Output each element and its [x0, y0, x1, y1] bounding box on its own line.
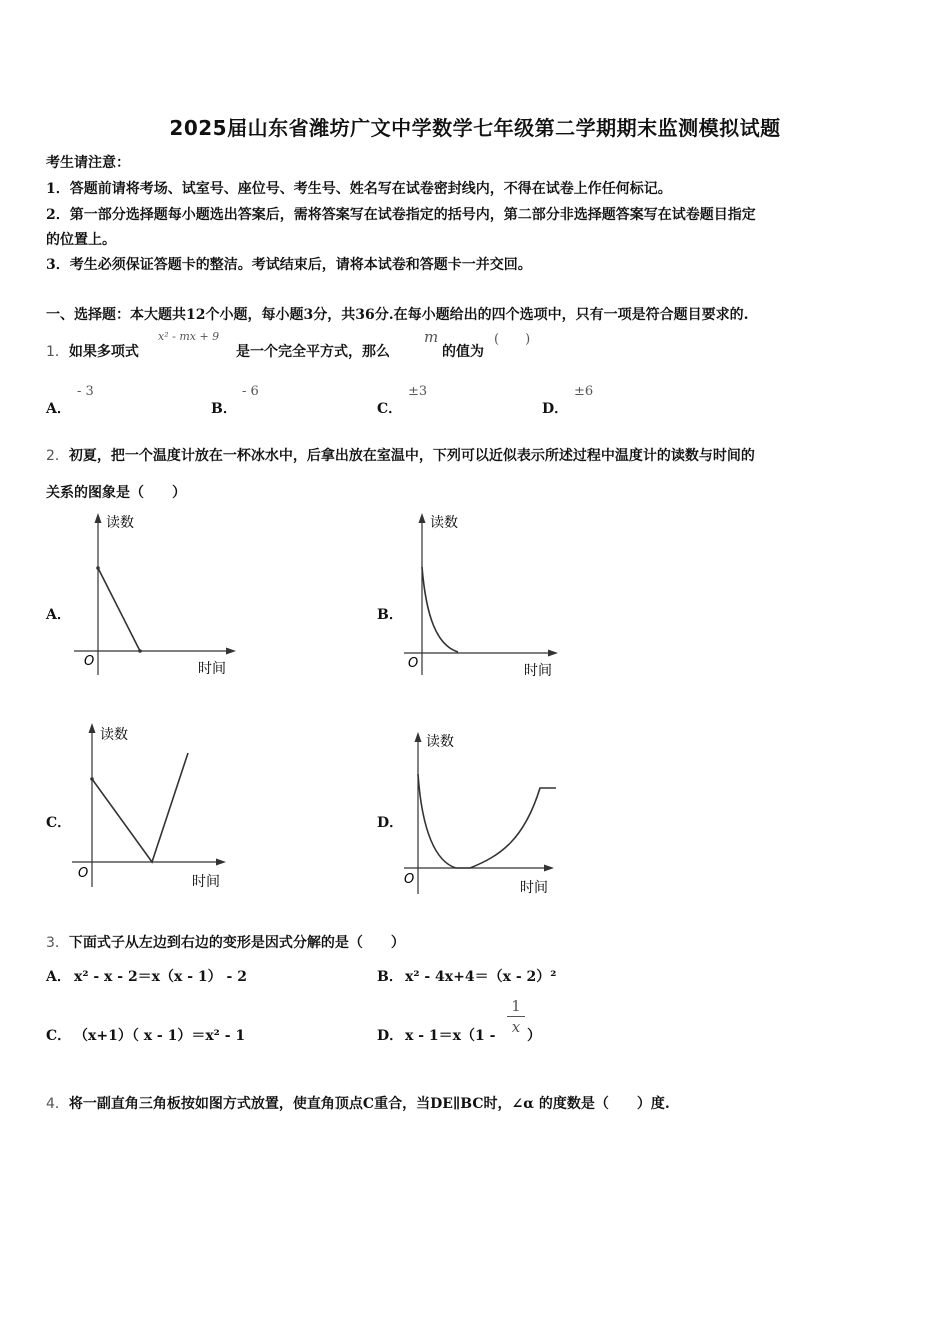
question-text: 的值为: [442, 344, 484, 360]
question-text: 是一个完全平方式，那么: [236, 344, 390, 360]
answer-paren: ( ): [494, 332, 531, 347]
y-axis-label: 读数: [100, 727, 128, 743]
option-value: - 3: [77, 384, 94, 399]
option-value: ±3: [408, 384, 428, 399]
x-axis-label: 时间: [192, 874, 220, 890]
x-axis-arrow-icon: [226, 648, 236, 655]
option-label: D．: [377, 1028, 404, 1044]
fraction-bar: [507, 1016, 525, 1017]
option-label: A．: [46, 401, 71, 417]
graph-curve: [92, 753, 188, 862]
question-4: [46, 1093, 670, 1113]
question-2: [46, 445, 755, 465]
option-label: D．: [377, 815, 404, 831]
option-label: B．: [377, 969, 403, 985]
graph-option-d: [400, 722, 580, 902]
graph-option-a: [70, 505, 250, 685]
section-heading: 一、选择题：本大题共12个小题，每小题3分，共36分.在每小题给出的四个选项中，只有一项是符合题目要求的.: [46, 307, 749, 323]
y-axis-label: 读数: [426, 734, 454, 750]
origin-label: O: [404, 872, 415, 887]
option-label: A．: [46, 607, 71, 623]
option-label: C．: [377, 401, 403, 417]
y-axis-arrow-icon: [95, 513, 102, 523]
notice-item: 的位置上。: [46, 232, 116, 248]
y-axis-arrow-icon: [415, 732, 422, 742]
option-label: D．: [542, 401, 569, 417]
question-text: 下面式子从左边到右边的变形是因式分解的是（ ）: [68, 935, 405, 951]
x-axis-label: 时间: [198, 661, 226, 677]
graph-option-b: [400, 505, 580, 685]
notice-item: 2．第一部分选择题每小题选出答案后，需将答案写在试卷指定的括号内，第二部分非选择题答案写在试卷题目指定: [46, 207, 756, 223]
page-title: 2025届山东省潍坊广文中学数学七年级第二学期期末监测模拟试题: [169, 116, 781, 140]
fraction-denominator: x: [511, 1018, 521, 1036]
graph-point: [138, 649, 142, 653]
fraction: [505, 997, 527, 1036]
question-text: 关系的图象是（ ）: [46, 485, 186, 501]
notice-item: 1．答题前请将考场、试室号、座位号、考生号、姓名写在试卷密封线内，不得在试卷上作任何标记。: [46, 181, 672, 197]
x-axis-arrow-icon: [548, 650, 558, 657]
x-axis-arrow-icon: [544, 865, 554, 872]
option-value: ±6: [574, 384, 594, 399]
y-axis-arrow-icon: [89, 723, 96, 733]
graph-curve: [422, 567, 458, 652]
fraction-numerator: 1: [511, 997, 521, 1015]
option-label: B．: [377, 607, 403, 623]
graph-curve: [418, 774, 556, 868]
y-axis-arrow-icon: [419, 513, 426, 523]
option-value: x² - 4x+4＝（x - 2）²: [405, 969, 557, 985]
graph-point: [90, 777, 94, 781]
option-label: A．: [46, 969, 71, 985]
option-value: - 6: [242, 384, 259, 399]
option-value: ）: [527, 1028, 541, 1044]
option-label: C．: [46, 1028, 72, 1044]
origin-label: O: [84, 654, 95, 669]
y-axis-label: 读数: [106, 515, 134, 531]
question-number: 1．: [46, 344, 69, 360]
y-axis-label: 读数: [430, 515, 458, 531]
question-text: 如果多项式: [68, 344, 139, 360]
option-value: （x+1）（ x - 1）＝x² - 1: [74, 1028, 246, 1044]
graph-option-c: [68, 715, 248, 895]
question-number: 2．: [46, 448, 69, 464]
option-label: C．: [46, 815, 72, 831]
notice-heading: 考生请注意：: [46, 155, 130, 171]
option-value: x - 1＝x（1 -: [405, 1028, 496, 1044]
question-text: 将一副直角三角板按如图方式放置，使直角顶点C重合，当DE∥BC时，∠α 的度数是（ ）度.: [68, 1096, 670, 1112]
x-axis-label: 时间: [520, 880, 548, 896]
question-text: 初夏，把一个温度计放在一杯冰水中，后拿出放在室温中，下列可以近似表示所述过程中温度计的读数与时间的: [68, 448, 755, 464]
notice-item: 3．考生必须保证答题卡的整洁。考试结束后，请将本试卷和答题卡一并交回。: [46, 257, 532, 273]
option-value: x² - x - 2＝x（x - 1） - 2: [74, 969, 247, 985]
graph-curve: [98, 568, 140, 651]
origin-label: O: [78, 866, 89, 881]
x-axis-arrow-icon: [216, 859, 226, 866]
question-1: [46, 341, 139, 361]
math-expression: x² - mx + 9: [158, 330, 220, 343]
math-variable: m: [424, 328, 439, 346]
question-3: [46, 932, 405, 952]
origin-label: O: [408, 656, 419, 671]
graph-point: [96, 566, 100, 570]
x-axis-label: 时间: [524, 663, 552, 679]
question-number: 4．: [46, 1096, 69, 1112]
question-number: 3．: [46, 935, 69, 951]
option-label: B．: [211, 401, 237, 417]
